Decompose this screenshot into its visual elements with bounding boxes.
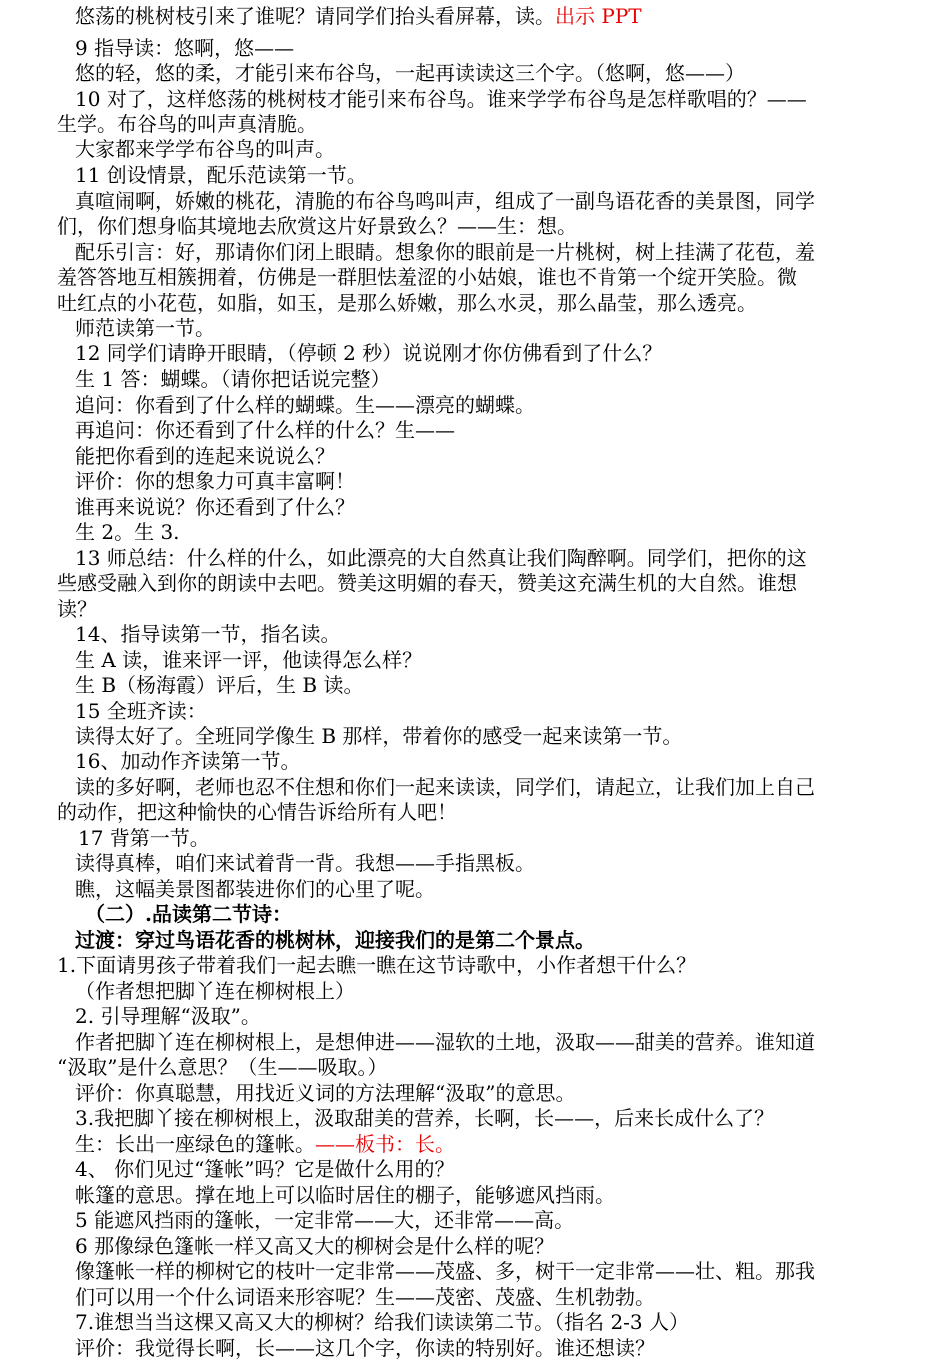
text-line xyxy=(75,851,950,875)
line-text: 悠的轻，悠的柔，才能引来布谷鸟，一起再读读这三个字。（悠啊，悠——） xyxy=(75,61,745,85)
line-text: 过渡：穿过鸟语花香的桃树林，迎接我们的是第二个景点。 xyxy=(75,928,595,952)
line-text: 吐红点的小花苞，如脂，如玉，是那么娇嫩，那么水灵，那么晶莹，那么透亮。 xyxy=(57,291,757,315)
text-line xyxy=(75,749,950,773)
text-line xyxy=(57,1055,950,1079)
text-line xyxy=(75,444,950,468)
text-line xyxy=(75,1157,950,1181)
line-text: 2. 引导理解“汲取”。 xyxy=(75,1004,261,1028)
highlighted-text: ——板书：长。 xyxy=(315,1132,455,1156)
text-line xyxy=(75,240,950,264)
text-line xyxy=(75,1336,950,1360)
text-line xyxy=(75,1081,950,1105)
text-line xyxy=(75,1285,950,1309)
line-text: 12 同学们请睁开眼睛，（停顿 2 秒）说说刚才你仿佛看到了什么？ xyxy=(75,341,663,365)
line-text: 们可以用一个什么词语来形容呢？生——茂密、茂盛、生机勃勃。 xyxy=(75,1285,655,1309)
text-line xyxy=(75,673,950,697)
line-text: 些感受融入到你的朗读中去吧。赞美这明媚的春天，赞美这充满生机的大自然。谁想 xyxy=(57,571,797,595)
line-text: 生学。布谷鸟的叫声真清脆。 xyxy=(57,112,317,136)
line-text: 像篷帐一样的柳树它的枝叶一定非常——茂盛、多，树干一定非常——壮、粗。那我 xyxy=(75,1259,815,1283)
line-text: 17 背第一节。 xyxy=(78,826,210,850)
text-line xyxy=(75,877,950,901)
line-text: 谁再来说说？你还看到了什么？ xyxy=(75,495,355,519)
line-text: （作者想把脚丫连在柳树根上） xyxy=(75,979,355,1003)
text-line xyxy=(75,189,950,213)
text-line xyxy=(57,214,950,238)
text-line xyxy=(75,341,950,365)
text-line xyxy=(75,495,950,519)
text-line xyxy=(75,469,950,493)
text-line xyxy=(75,367,950,391)
text-line xyxy=(75,1004,950,1028)
line-text: 羞答答地互相簇拥着，仿佛是一群胆怯羞涩的小姑娘，谁也不肯第一个绽开笑脸。微 xyxy=(57,265,797,289)
text-line xyxy=(75,979,950,1003)
text-line xyxy=(57,597,950,621)
text-line xyxy=(75,1030,950,1054)
line-text: 15 全班齐读： xyxy=(75,699,207,723)
line-text: 瞧，这幅美景图都装进你们的心里了呢。 xyxy=(75,877,435,901)
line-text: 读得真棒，咱们来试着背一背。我想——手指黑板。 xyxy=(75,851,535,875)
line-text: 11 创设情景，配乐范读第一节。 xyxy=(75,163,367,187)
text-line xyxy=(57,112,950,136)
text-line xyxy=(75,316,950,340)
text-line xyxy=(57,800,950,824)
line-text: 13 师总结：什么样的什么，如此漂亮的大自然真让我们陶醉啊。同学们，把你的这 xyxy=(75,546,807,570)
line-text: “汲取”是什么意思？（生——吸取。） xyxy=(57,1055,388,1079)
text-line xyxy=(57,953,950,977)
line-text: 读的多好啊，老师也忍不住想和你们一起来读读，同学们，请起立，让我们加上自己 xyxy=(75,775,815,799)
text-line xyxy=(75,61,950,85)
line-text: 评价：你的想象力可真丰富啊！ xyxy=(75,469,355,493)
line-text: 3.我把脚丫接在柳树根上，汲取甜美的营养，长啊，长——，后来长成什么了？ xyxy=(75,1106,775,1130)
line-text: 读？ xyxy=(57,597,97,621)
text-line xyxy=(75,4,950,28)
text-line xyxy=(75,775,950,799)
text-line xyxy=(57,571,950,595)
text-line xyxy=(75,36,950,60)
line-text: 悠荡的桃树枝引来了谁呢？请同学们抬头看屏幕，读。 xyxy=(75,4,555,28)
text-line xyxy=(75,1132,950,1156)
line-text: 4、 你们见过“篷帐”吗？它是做什么用的？ xyxy=(75,1157,455,1181)
line-text: 生：长出一座绿色的篷帐。 xyxy=(75,1132,315,1156)
text-line xyxy=(75,1208,950,1232)
line-text: 真喧闹啊，娇嫩的桃花，清脆的布谷鸟鸣叫声，组成了一副鸟语花香的美景图，同学 xyxy=(75,189,815,213)
line-text: 帐篷的意思。撑在地上可以临时居住的棚子，能够遮风挡雨。 xyxy=(75,1183,615,1207)
line-text: 1.下面请男孩子带着我们一起去瞧一瞧在这节诗歌中，小作者想干什么？ xyxy=(57,953,697,977)
line-text: 能把你看到的连起来说说么？ xyxy=(75,444,335,468)
line-text: 6 那像绿色篷帐一样又高又大的柳树会是什么样的呢？ xyxy=(75,1234,555,1258)
line-text: 作者把脚丫连在柳树根上，是想伸进——湿软的土地，汲取——甜美的营养。谁知道 xyxy=(75,1030,815,1054)
line-text: 追问：你看到了什么样的蝴蝶。生——漂亮的蝴蝶。 xyxy=(75,393,535,417)
highlighted-text: 出示 PPT xyxy=(555,4,642,28)
text-line xyxy=(75,1183,950,1207)
text-line xyxy=(75,137,950,161)
text-line xyxy=(57,291,950,315)
text-line xyxy=(75,546,950,570)
line-text: 生 A 读，谁来评一评，他读得怎么样？ xyxy=(75,648,423,672)
text-line xyxy=(75,1106,950,1130)
text-line xyxy=(75,622,950,646)
text-line xyxy=(75,1234,950,1258)
line-text: 16、加动作齐读第一节。 xyxy=(75,749,301,773)
line-text: 大家都来学学布谷鸟的叫声。 xyxy=(75,137,335,161)
line-text: 再追问：你还看到了什么样的什么？生—— xyxy=(75,418,455,442)
line-text: 9 指导读：悠啊，悠—— xyxy=(75,36,295,60)
text-line xyxy=(75,699,950,723)
line-text: 7.谁想当当这棵又高又大的柳树？给我们读读第二节。（指名 2-3 人） xyxy=(75,1310,690,1334)
line-text: 5 能遮风挡雨的篷帐，一定非常——大，还非常——高。 xyxy=(75,1208,575,1232)
text-line xyxy=(75,928,950,952)
text-line xyxy=(75,163,950,187)
text-line xyxy=(75,393,950,417)
text-line xyxy=(75,418,950,442)
line-text: 师范读第一节。 xyxy=(75,316,215,340)
line-text: 生 1 答：蝴蝶。（请你把话说完整） xyxy=(75,367,391,391)
line-text: 生 2。生 3. xyxy=(75,520,180,544)
text-line xyxy=(78,826,950,850)
text-line xyxy=(75,1259,950,1283)
text-line xyxy=(57,265,950,289)
text-line xyxy=(75,87,950,111)
line-text: 10 对了，这样悠荡的桃树枝才能引来布谷鸟。谁来学学布谷鸟是怎样歌唱的？—— xyxy=(75,87,807,111)
line-text: 评价：我觉得长啊，长——这几个字，你读的特别好。谁还想读？ xyxy=(75,1336,655,1360)
text-line xyxy=(75,520,950,544)
line-text: 14、指导读第一节，指名读。 xyxy=(75,622,341,646)
line-text: 读得太好了。全班同学像生 B 那样，带着你的感受一起来读第一节。 xyxy=(75,724,683,748)
text-line xyxy=(75,1310,950,1334)
line-text: 生 B（杨海霞）评后，生 B 读。 xyxy=(75,673,364,697)
line-text: 们，你们想身临其境地去欣赏这片好景致么？——生：想。 xyxy=(57,214,577,238)
text-line xyxy=(75,648,950,672)
line-text: 配乐引言：好，那请你们闭上眼睛。想象你的眼前是一片桃树，树上挂满了花苞，羞 xyxy=(75,240,815,264)
text-line xyxy=(85,902,950,926)
line-text: 评价：你真聪慧，用找近义词的方法理解“汲取”的意思。 xyxy=(75,1081,576,1105)
text-line xyxy=(75,724,950,748)
line-text: （二）.品读第二节诗： xyxy=(85,902,292,926)
line-text: 的动作，把这种愉快的心情告诉给所有人吧！ xyxy=(57,800,457,824)
